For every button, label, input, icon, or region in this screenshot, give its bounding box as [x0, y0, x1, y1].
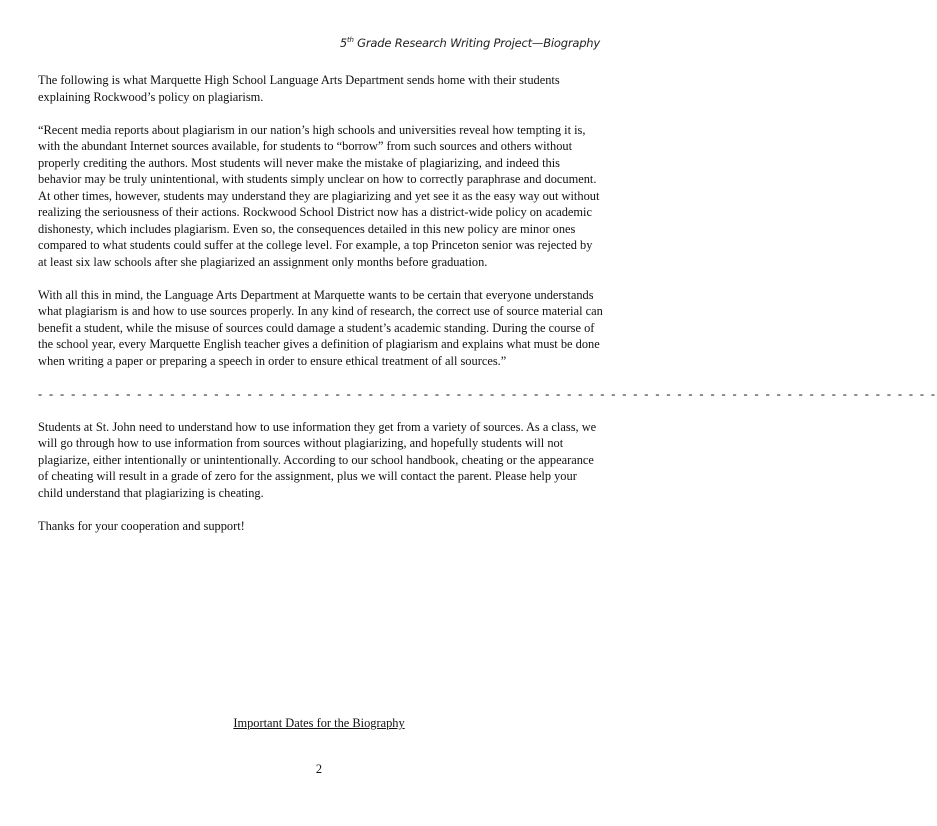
header-title: Grade Research Writing Project—Biography: [353, 36, 600, 50]
quote-paragraph-2: With all this in mind, the Language Arts Department at Marquette wants to be certain that everyone understands what plagiarism is and how to use sources properly. In any kind of research, the correct use of source material can benefit a student, while the misuse of sources could damage a student’s academic standing. During the course of the school year, every Marquette English teacher gives a definition of plagiarism and explains what must be done when writing a paper or preparing a speech in order to ensure ethical treatment of all sources.”: [38, 287, 603, 368]
document-body: [38, 72, 937, 551]
quote-paragraph-1: “Recent media reports about plagiarism in our nation’s high schools and universities reveal how tempting it is, with the abundant Internet sources available, for students to “borrow” from such sources and others without properly crediting the authors. Most students will never make the mistake of plagiarizing, and indeed this behavior may be truly unintentional, with students simply unclear on how to correctly paraphrase and document. At other times, however, students may understand they are plagiarizing and yet see it as the easy way out without realizing the seriousness of their actions. Rockwood School District now has a district-wide policy on academic dishonesty, which includes plagiarism. Even so, the consequences detailed in this new policy are minor ones compared to what students could suffer at the college level. For example, a top Princeton senior was rejected by at least six law schools after she plagiarized an assignment only months before graduation.: [38, 122, 600, 269]
dashed-divider: - - - - - - - - - - - - - - - - - - - - - - - - - - - - - - - - - - - - - - - - - - - - - - - - - - - - - - - - - - - - - - - - - - - - - - - - - - - - - - - - - -: [38, 386, 937, 401]
intro-paragraph: The following is what Marquette High School Language Arts Department sends home with their students explaining Rockwood’s policy on plagiarism.: [38, 73, 560, 104]
page-number: 2: [315, 762, 323, 776]
header-grade-number: 5: [339, 36, 347, 50]
page-header: [340, 36, 600, 50]
important-dates-heading: Important Dates for the Biography: [233, 716, 405, 730]
st-john-paragraph: Students at St. John need to understand how to use information they get from a variety of sources. As a class, we will go through how to use information from sources without plagiarizing, and hopefully students will not plagiarize, either intentionally or unintentionally. According to our school handbook, cheating or the appearance of cheating will result in a grade of zero for the assignment, plus we will contact the parent. Please help your child understand that plagiarizing is cheating.: [38, 419, 597, 500]
thanks-paragraph: Thanks for your cooperation and support!: [38, 518, 245, 533]
header-grade-suffix: th: [346, 36, 354, 45]
